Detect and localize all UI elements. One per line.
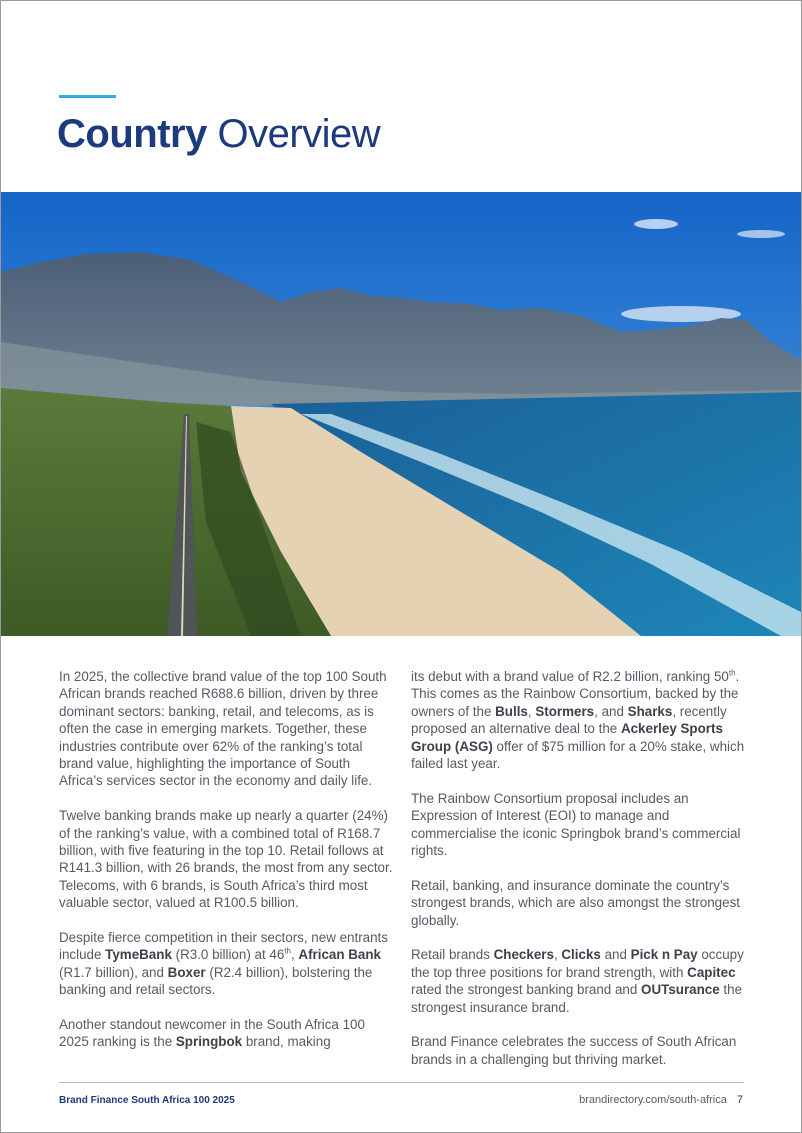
right-column	[411, 668, 746, 1086]
footer-url-link[interactable]: brandirectory.com/south-africa	[579, 1094, 727, 1106]
paragraph: Retail brands Checkers, Clicks and Pick n Pay occupy the top three positions for brand strength, with Capitec rated the strongest banking brand and OUTsurance the strongest insurance brand.	[411, 947, 744, 1015]
left-column	[59, 668, 394, 1068]
page-number: 7	[736, 1094, 743, 1106]
paragraph: In 2025, the collective brand value of the top 100 South African brands reached R688.6 billion, driven by three dominant sectors: banking, retail, and telecoms, as is often the case in emerging markets. Together, these industries contribute over 62% of the ranking’s total brand value, highlighting the importance of South Africa’s services sector in the economy and daily life.	[59, 669, 387, 789]
cloud	[737, 230, 785, 238]
page-title	[57, 109, 380, 159]
cloud	[634, 219, 678, 229]
title-accent-line	[59, 95, 116, 98]
title-bold: Country	[57, 112, 207, 156]
paragraph: its debut with a brand value of R2.2 billion, ranking 50th. This comes as the Rainbow Consortium, backed by the owners of the Bulls, Stormers, and Sharks, recently proposed an alternative deal to the Ackerley Sports Group (ASG) offer of $75 million for a 20% stake, which failed last year.	[411, 668, 745, 772]
footer-report-name: Brand Finance South Africa 100 2025	[59, 1095, 235, 1106]
paragraph: Retail, banking, and insurance dominate the country’s strongest brands, which are also amongst the strongest globally.	[411, 877, 740, 928]
paragraph: Twelve banking brands make up nearly a quarter (24%) of the ranking’s value, with a combined total of R168.7 billion, with five featuring in the top 10. Retail follows at R141.3 billion, with 26 brands, the most from any sector. Telecoms, with 6 brands, is South Africa’s third most valuable sector, valued at R100.5 billion.	[59, 808, 393, 911]
hero-photo	[1, 192, 801, 636]
footer-divider	[59, 1082, 744, 1083]
title-rest: Overview	[217, 112, 381, 156]
paragraph: The Rainbow Consortium proposal includes an Expression of Interest (EOI) to manage and commercialise the iconic Springbok brand’s commercial rights.	[411, 790, 741, 859]
paragraph: Another standout newcomer in the South Africa 100 2025 ranking is the Springbok brand, making	[59, 1017, 365, 1050]
paragraph: Despite fierce competition in their sectors, new entrants include TymeBank (R3.0 billion) at 46th, African Bank (R1.7 billion), and Boxer (R2.4 billion), bolstering the banking and retail sectors.	[59, 930, 388, 998]
footer-right	[579, 1094, 743, 1106]
paragraph: Brand Finance celebrates the success of South African brands in a challenging but thriving market.	[411, 1034, 737, 1067]
coastal-landscape-illustration	[1, 192, 801, 636]
